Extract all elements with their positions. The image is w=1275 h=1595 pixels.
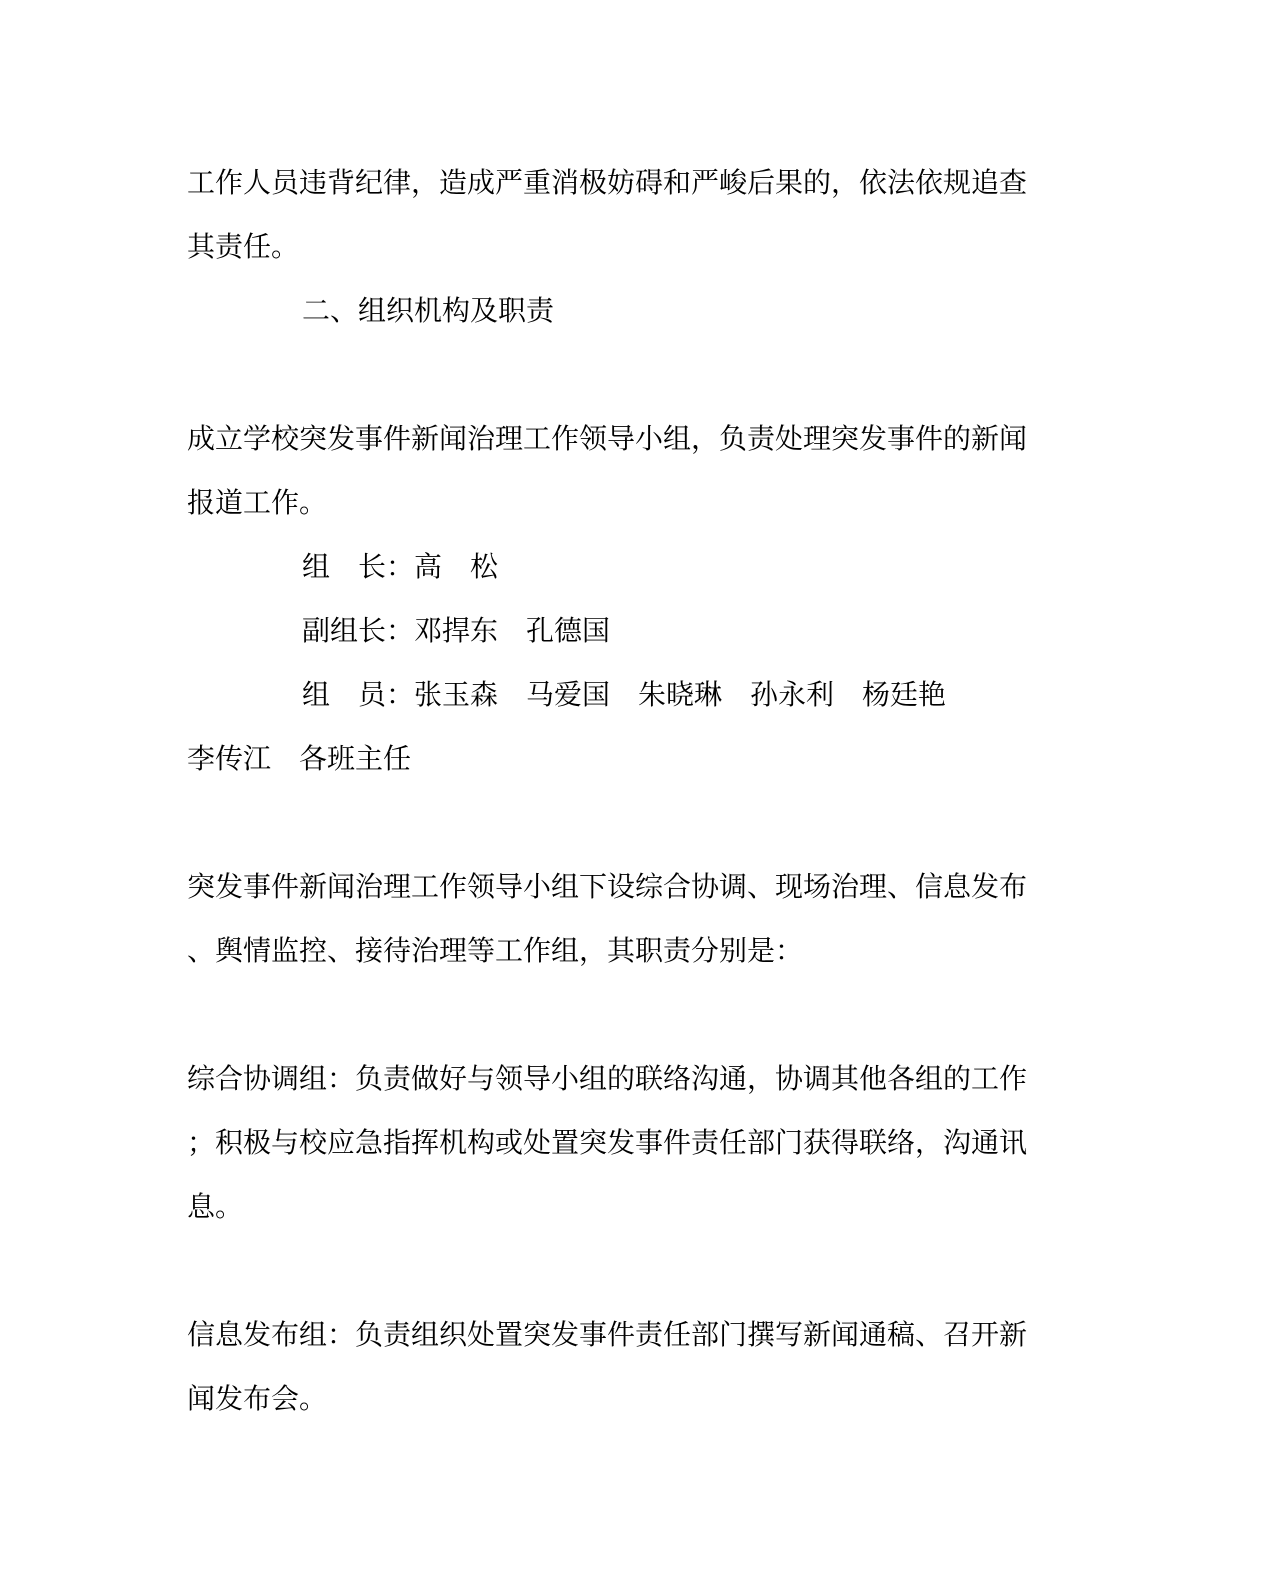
paragraph-coordination-line-1: 综合协调组：负责做好与领导小组的联络沟通，协调其他各组的工作 xyxy=(187,1062,1028,1095)
paragraph-leadership-line-2: 报道工作。 xyxy=(187,486,328,519)
deputy-leader-line: 副组长：邓捍东 孔德国 xyxy=(302,614,611,647)
paragraph-coordination-line-2: ；积极与校应急指挥机构或处置突发事件责任部门获得联络，沟通讯 xyxy=(187,1126,1028,1159)
paragraph-information-line-1: 信息发布组：负责组织处置突发事件责任部门撰写新闻通稿、召开新 xyxy=(187,1318,1028,1351)
paragraph-coordination-line-3: 息。 xyxy=(187,1190,244,1223)
paragraph-discipline-line-2: 其责任。 xyxy=(187,230,300,263)
group-leader-line: 组 长：高 松 xyxy=(302,550,499,583)
members-line-2: 李传江 各班主任 xyxy=(187,742,412,775)
paragraph-information-line-2: 闻发布会。 xyxy=(187,1382,328,1415)
members-line-1: 组 员：张玉森 马爱国 朱晓琳 孙永利 杨廷艳 xyxy=(302,678,947,711)
paragraph-discipline-line-1: 工作人员违背纪律，造成严重消极妨碍和严峻后果的，依法依规追查 xyxy=(187,166,1028,199)
paragraph-leadership-line-1: 成立学校突发事件新闻治理工作领导小组，负责处理突发事件的新闻 xyxy=(187,422,1028,455)
section-heading: 二、组织机构及职责 xyxy=(302,294,555,327)
paragraph-subgroups-line-2: 、舆情监控、接待治理等工作组，其职责分别是： xyxy=(187,934,804,967)
paragraph-subgroups-line-1: 突发事件新闻治理工作领导小组下设综合协调、现场治理、信息发布 xyxy=(187,870,1028,903)
